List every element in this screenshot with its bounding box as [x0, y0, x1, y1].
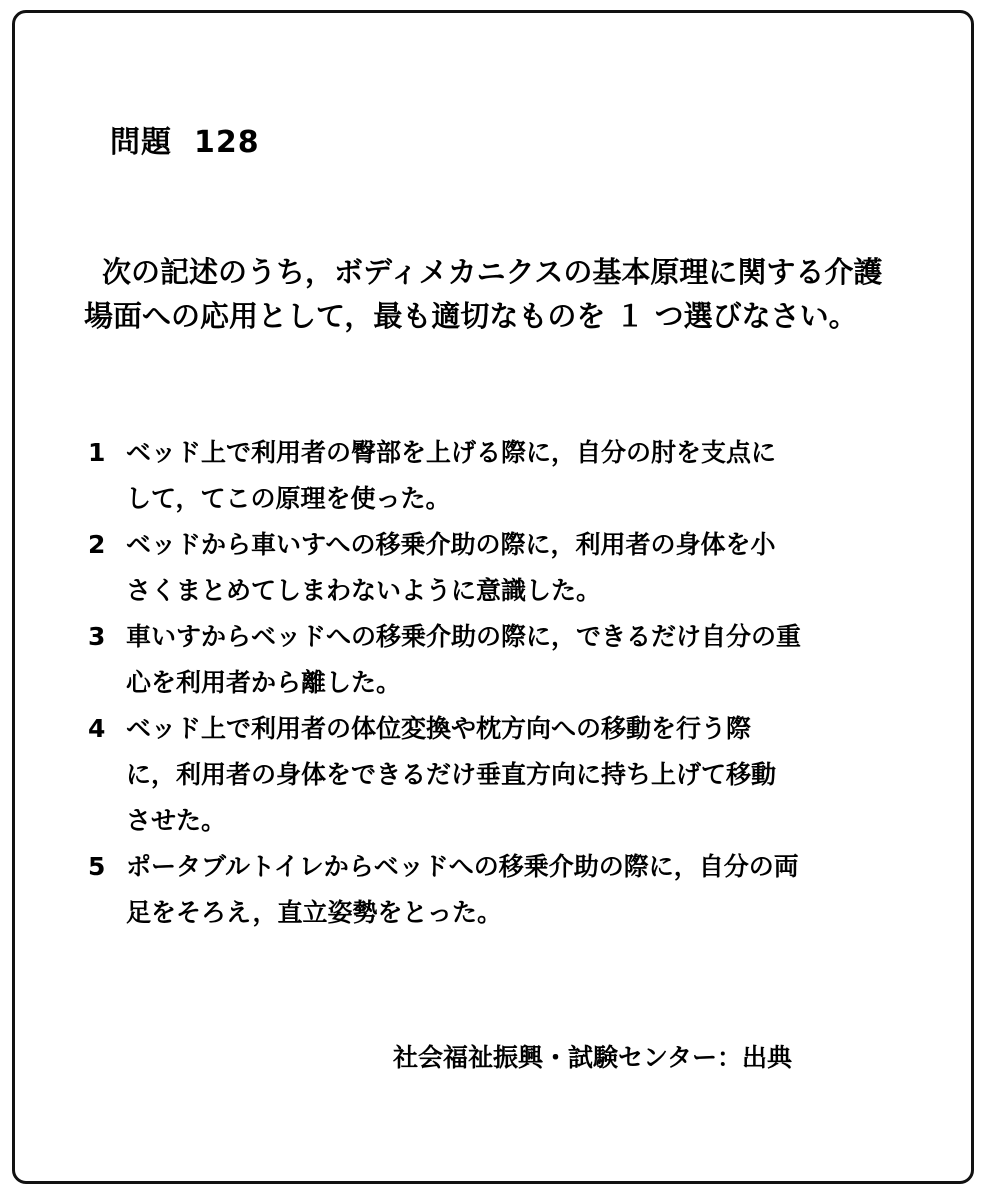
- question-label: 問題: [110, 125, 172, 160]
- option-text-line: 車いすからベッドへの移乗介助の際に，できるだけ自分の重: [126, 622, 802, 651]
- stem-line-2: 場面への応用として，最も適切なものを １ つ選びなさい。: [84, 299, 858, 333]
- answer-option-1[interactable]: [88, 430, 908, 522]
- question-stem: [84, 250, 944, 338]
- option-text-line: して，てこの原理を使った。: [126, 484, 451, 513]
- source-credit: 社会福祉振興・試験センター：出典: [393, 1043, 793, 1072]
- answer-option-3[interactable]: [88, 614, 908, 706]
- question-number: 128: [194, 125, 260, 160]
- option-text-line: ベッド上で利用者の体位変換や枕方向への移動を行う際: [126, 714, 752, 743]
- option-number: 1: [88, 438, 106, 467]
- option-number: 2: [88, 530, 106, 559]
- option-text-line: 心を利用者から離した。: [126, 668, 402, 697]
- answer-option-4[interactable]: [88, 706, 908, 844]
- option-number: 5: [88, 852, 106, 881]
- option-text-line: さくまとめてしまわないように意識した。: [126, 576, 602, 605]
- answer-options: [88, 430, 908, 936]
- question-header: [110, 117, 260, 161]
- option-text-line: ベッド上で利用者の臀部を上げる際に，自分の肘を支点に: [126, 438, 777, 467]
- answer-option-5[interactable]: [88, 844, 908, 936]
- option-text-line: に，利用者の身体をできるだけ垂直方向に持ち上げて移動: [126, 760, 777, 789]
- option-number: 4: [88, 714, 106, 743]
- stem-line-1: 次の記述のうち，ボディメカニクスの基本原理に関する介護: [102, 255, 883, 289]
- option-text-line: 足をそろえ，直立姿勢をとった。: [126, 898, 503, 927]
- option-text-line: ベッドから車いすへの移乗介助の際に，利用者の身体を小: [126, 530, 776, 559]
- option-text-line: ポータブルトイレからベッドへの移乗介助の際に，自分の両: [126, 852, 799, 881]
- option-number: 3: [88, 622, 106, 651]
- option-text-line: させた。: [126, 806, 227, 835]
- answer-option-2[interactable]: [88, 522, 908, 614]
